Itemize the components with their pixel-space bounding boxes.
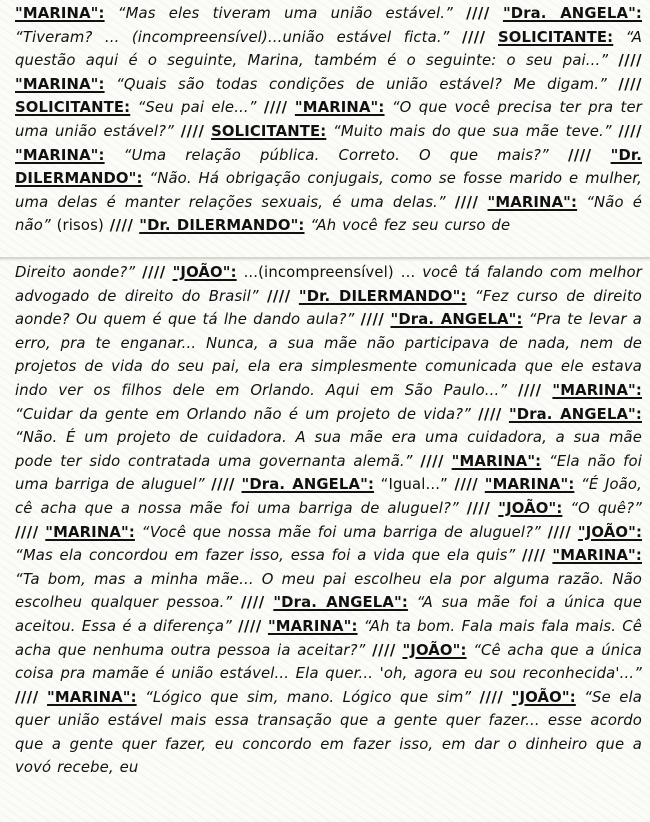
utterance: “Ela não foi uma barriga de aluguel” [15, 452, 642, 494]
utterance: “Mas eles tiveram uma união estável.” [117, 5, 453, 22]
utterance: “Uma relação pública. Correto. O que mais?” [123, 146, 549, 164]
turn-separator: //// [241, 594, 265, 612]
speaker-label: "Dra. ANGELA": [390, 311, 523, 329]
utterance: você tá falando com melhor advogado de direito do Brasil” [15, 264, 642, 305]
utterance: “Igual...” [380, 476, 448, 494]
turn-joao [498, 500, 642, 517]
turn-separator: //// [567, 146, 592, 164]
speaker-label: "JOÃO": [498, 499, 563, 517]
turn-separator: //// [15, 688, 39, 706]
turn-separator: //// [517, 381, 542, 399]
utterance: “Cuidar da gente em Orlando não é um projeto de vida?” [15, 405, 471, 423]
speaker-label: "JOÃO": [402, 641, 467, 659]
speaker-label: "JOÃO": [511, 688, 576, 706]
turn-marina [15, 147, 549, 164]
utterance: “Não é não” [15, 193, 642, 235]
utterance: “Quais são todas condições de união estável? Me digam.” [116, 75, 607, 93]
turn-separator: //// [372, 641, 396, 659]
utterance: “Cê acha que a única coisa pra mamãe é união estável... Ela quer... 'oh, agora eu sou reconhecida'...” [15, 641, 643, 683]
speaker-label: "MARINA": [487, 193, 578, 211]
speaker-label: "Dra. ANGELA": [241, 476, 375, 494]
utterance: “Muito mais do que sua mãe teve.” [333, 122, 612, 140]
utterance: “A questão aqui é o seguinte, Marina, também é o seguinte: o seu pai...” [15, 28, 643, 70]
turn-separator: //// [142, 264, 166, 281]
turn-separator: //// [618, 75, 642, 93]
speaker-label: "Dr. DILERMANDO": [139, 217, 305, 235]
utterance: “Lógico que sim, mano. Lógico que sim” [145, 688, 472, 706]
turn-separator: //// [618, 52, 643, 70]
utterance-continuation: Direito aonde?” [15, 264, 136, 281]
utterance: “Não. É um projeto de cuidadora. A sua mãe era uma cuidadora, a sua mãe pode ter sido contratada uma governanta alemã.” [15, 429, 642, 470]
turn-separator: //// [211, 476, 235, 494]
transcript-paragraph [15, 261, 642, 780]
utterance: “É João, cê acha que a nossa mãe foi uma barriga de aluguel?” [15, 476, 642, 517]
turn-solicitante [15, 99, 257, 116]
turn-separator: //// [618, 122, 642, 140]
turn-separator: //// [109, 217, 134, 235]
turn-separator: //// [266, 287, 291, 305]
utterance: “A sua mãe foi a única que aceitou. Essa é a diferença” [15, 594, 642, 635]
utterance: “Mas ela concordou em fazer isso, essa foi a vida que ela quis” [15, 547, 516, 565]
speaker-label: "Dra. ANGELA": [508, 405, 642, 423]
speaker-label: "JOÃO": [172, 264, 237, 281]
utterance: “O que você precisa ter pra ter uma união estável?” [15, 99, 642, 140]
turn-separator: //// [15, 523, 39, 541]
speaker-label: "MARINA": [45, 523, 135, 541]
turn-separator: //// [547, 523, 572, 541]
utterance: “Ah você fez seu curso de [310, 217, 511, 235]
speaker-label: "MARINA": [15, 5, 105, 22]
transcript-block-bottom [0, 257, 650, 780]
turn-separator: //// [478, 405, 502, 423]
speaker-label: "MARINA": [47, 688, 137, 706]
speaker-label: "Dr. DILERMANDO": [298, 287, 467, 305]
turn-separator: //// [454, 193, 479, 211]
speaker-label: "MARINA": [267, 617, 358, 635]
speaker-label: "Dra. ANGELA": [273, 594, 408, 612]
utterance: “Se ela quer união estável mais essa transação que a gente quer fazer... esse acordo que a gente quer fazer, eu concordo em fazer isso, em dar o dinheiro que a vovó recebe, eu [15, 688, 642, 777]
utterance: “Ah ta bom. Fala mais fala mais. Cê acha que nenhuma outra pessoa ia aceitar?” [15, 617, 642, 659]
turn-marina [15, 5, 453, 22]
utterance: “Ta bom, mas a minha mãe... O meu pai escolheu ela por alguma razão. Não escolheu qualquer pessoa.” [15, 570, 642, 612]
utterance: “Pra te levar a erro, pra te enganar... Nunca, a sua mãe não participava de nada, nem de projetos de vida do seu pai, ela era simplesmente comunicada que ele estava indo ver os filhos dele em Orlando. Aqui em São Paulo...” [15, 311, 642, 399]
turn-separator: //// [180, 122, 205, 140]
turn-separator: //// [522, 547, 546, 565]
utterance: “Fez curso de direito aonde? Ou quem é que tá lhe dando aula?” [15, 287, 642, 329]
turn-marina [47, 689, 471, 706]
turn-angela [242, 476, 448, 493]
speaker-label: "MARINA": [15, 146, 105, 164]
speaker-label: "MARINA": [451, 452, 542, 470]
speaker-label: "Dr. DILERMANDO": [15, 146, 643, 188]
utterance: “Você que nossa mãe foi uma barriga de aluguel?” [141, 523, 541, 541]
speaker-label: SOLICITANTE: [211, 122, 327, 140]
utterance: “O quê?” [570, 499, 642, 517]
stage-note: (risos) [56, 217, 104, 235]
turn-marina [45, 524, 541, 541]
speaker-label: "JOÃO": [577, 523, 643, 541]
turn-solicitante [211, 123, 612, 140]
turn-dilermando [139, 217, 510, 234]
utterance: “Tiveram? ... (incompreensível)...união estável ficta.” [15, 28, 450, 46]
speaker-label: "MARINA": [15, 75, 105, 93]
turn-separator: //// [263, 99, 288, 117]
turn-separator: //// [454, 476, 479, 494]
speaker-label: SOLICITANTE: [498, 28, 614, 46]
turn-separator: //// [420, 452, 444, 470]
turn-separator: //// [360, 311, 385, 329]
speaker-label: "MARINA": [294, 99, 385, 117]
utterance: “Seu pai ele...” [137, 99, 257, 117]
turn-separator: //// [461, 28, 486, 46]
speaker-label: "MARINA": [552, 547, 642, 565]
speaker-label: "Dra. ANGELA": [502, 5, 643, 22]
turn-separator: //// [466, 499, 491, 517]
speaker-label: "MARINA": [484, 476, 575, 494]
speaker-label: SOLICITANTE: [15, 99, 131, 117]
speaker-label: "MARINA": [552, 381, 642, 399]
turn-marina [15, 76, 607, 93]
transcript-block-top [0, 2, 650, 238]
turn-separator: //// [466, 5, 490, 22]
transcript-paragraph [15, 2, 642, 238]
utterance: “Não. Há obrigação conjugais, como se fosse marido e mulher, uma delas é manter relações sexuais, é uma delas.” [15, 170, 642, 211]
turn-separator: //// [479, 688, 504, 706]
turn-separator: //// [238, 617, 262, 635]
stage-note: ...(incompreensível) ... [243, 264, 416, 281]
